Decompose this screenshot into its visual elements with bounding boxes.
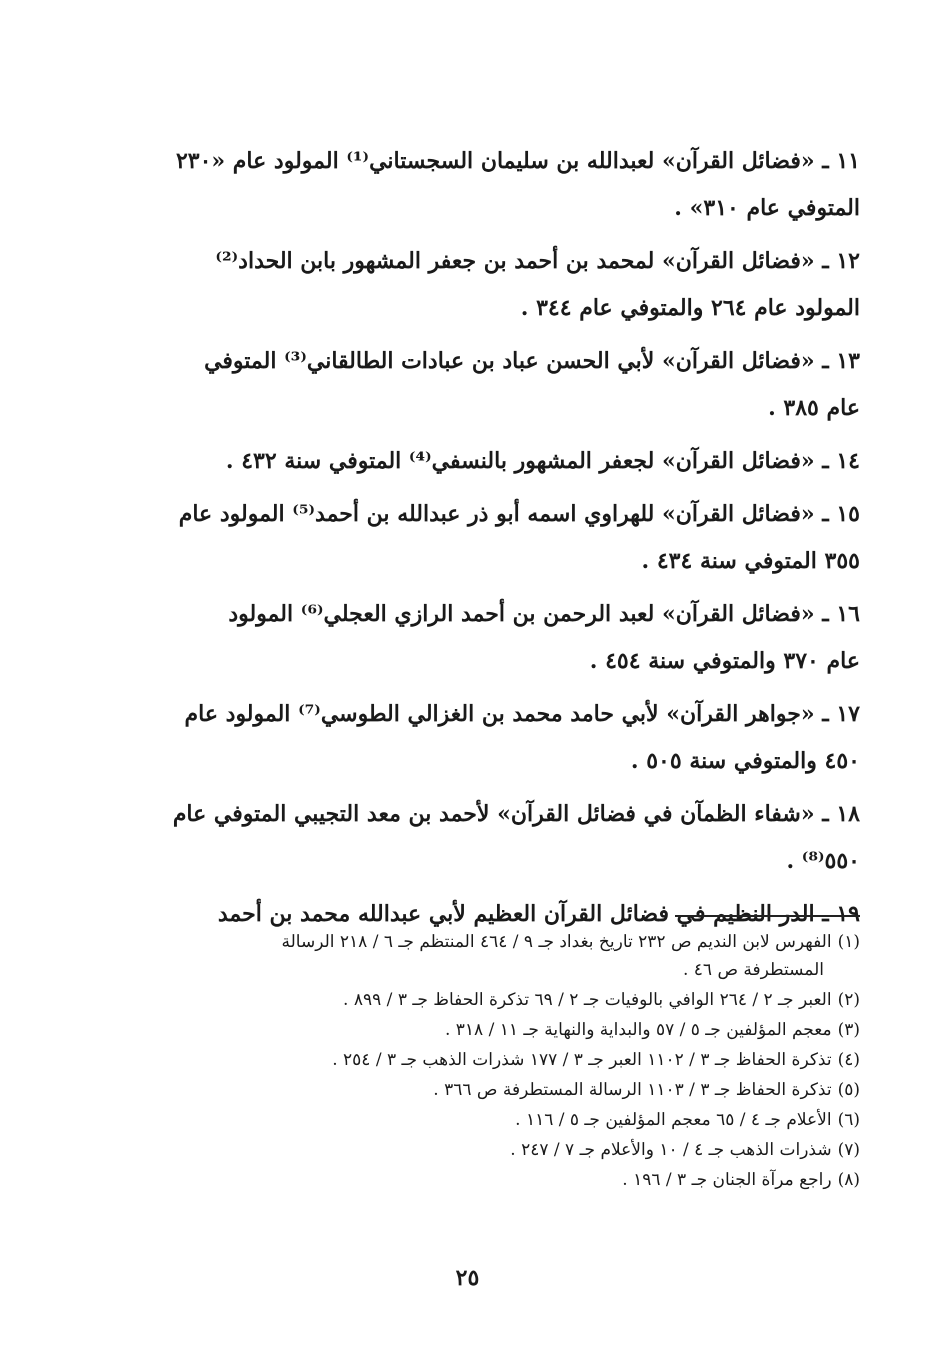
entry-13 <box>110 338 860 432</box>
footnote-number: (٣) <box>837 1020 860 1040</box>
footnote-8 <box>100 1166 860 1194</box>
entry-line: ١٥ ـ «فضائل القرآن» للهراوي اسمه أبو ذر عبدالله بن أحمد⁽⁵⁾ المولود عام <box>178 501 860 527</box>
footnote-number: (١) <box>837 932 860 952</box>
entry-line: ١٨ ـ «شفاء الظمآن في فضائل القرآن» لأحمد بن معد التجيبي المتوفي عام <box>172 801 860 827</box>
main-text <box>110 138 860 944</box>
entry-line: ١٧ ـ «جواهر القرآن» لأبي حامد محمد بن الغزالي الطوسي⁽⁷⁾ المولود عام <box>184 701 860 727</box>
entry-12 <box>110 238 860 332</box>
footnote-number: (٨) <box>837 1170 860 1190</box>
entry-15 <box>110 491 860 585</box>
footnote-1 <box>100 928 860 984</box>
footnote-text: العبر جـ ٢ / ٢٦٤ الوافي بالوفيات جـ ٢ / ٦٩ تذكرة الحفاظ جـ ٣ / ٨٩٩ . <box>343 990 832 1010</box>
entry-line: ١٦ ـ «فضائل القرآن» لعبد الرحمن بن أحمد الرازي العجلي⁽⁶⁾ المولود <box>228 601 860 627</box>
entry-line: عام ٣٧٠ والمتوفي سنة ٤٥٤ . <box>589 648 860 674</box>
entry-line: ١١ ـ «فضائل القرآن» لعبدالله بن سليمان السجستاني⁽¹⁾ المولود عام «٢٣٠ <box>175 148 860 174</box>
footnote-number: (٥) <box>837 1080 860 1100</box>
footnote-2 <box>100 986 860 1014</box>
entry-line: ١٤ ـ «فضائل القرآن» لجعفر المشهور بالنسفي⁽⁴⁾ المتوفي سنة ٤٣٢ . <box>225 448 860 474</box>
entry-14 <box>110 438 860 485</box>
entry-16 <box>110 591 860 685</box>
footnote-5 <box>100 1076 860 1104</box>
entry-line: ١٣ ـ «فضائل القرآن» لأبي الحسن عباد بن عبادات الطالقاني⁽³⁾ المتوفي <box>204 348 860 374</box>
footnote-text: معجم المؤلفين جـ ٥ / ٥٧ والبداية والنهاية جـ ١١ / ٣١٨ . <box>444 1020 832 1040</box>
entry-line: المولود عام ٢٦٤ والمتوفي عام ٣٤٤ . <box>520 295 860 321</box>
footnote-text: راجع مرآة الجنان جـ ٣ / ١٩٦ . <box>622 1170 832 1190</box>
footnote-divider <box>675 915 860 917</box>
footnote-number: (٦) <box>837 1110 860 1130</box>
entry-line: عام ٣٨٥ . <box>768 395 860 421</box>
entry-18 <box>110 791 860 885</box>
footnote-4 <box>100 1046 860 1074</box>
page-number: ٢٥ <box>455 1265 480 1291</box>
footnote-3 <box>100 1016 860 1044</box>
footnote-number: (٧) <box>837 1140 860 1160</box>
footnote-text: تذكرة الحفاظ جـ ٣ / ١١٠٣ الرسالة المستطرفة ص ٣٦٦ . <box>433 1080 832 1100</box>
entry-line: ١٢ ـ «فضائل القرآن» لمحمد بن أحمد بن جعفر المشهور بابن الحداد⁽²⁾ <box>215 248 860 274</box>
footnote-6 <box>100 1106 860 1134</box>
footnote-text: الفهرس لابن النديم ص ٢٣٢ تاريخ بغداد جـ ٩ / ٤٦٤ المنتظم جـ ٦ / ٢١٨ الرسالة <box>281 932 832 952</box>
footnote-text: الأعلام جـ ٤ / ٦٥ معجم المؤلفين جـ ٥ / ١١٦ . <box>515 1110 832 1130</box>
footnote-text: تذكرة الحفاظ جـ ٣ / ١١٠٢ العبر جـ ٣ / ١٧٧ شذرات الذهب جـ ٣ / ٢٥٤ . <box>332 1050 832 1070</box>
footnote-text: شذرات الذهب جـ ٤ / ١٠ والأعلام جـ ٧ / ٢٤٧ . <box>510 1140 832 1160</box>
entry-line: ٥٥٠⁽⁸⁾ . <box>786 848 860 874</box>
entry-line: ٣٥٥ المتوفي سنة ٤٣٤ . <box>641 548 860 574</box>
footnote-number: (٤) <box>837 1050 860 1070</box>
entry-17 <box>110 691 860 785</box>
entry-line: المتوفي عام ٣١٠» . <box>674 195 860 221</box>
entry-line: ٤٥٠ والمتوفي سنة ٥٠٥ . <box>630 748 860 774</box>
entry-11 <box>110 138 860 232</box>
entry-line: ١٩ ـ الدر النظيم في فضائل القرآن العظيم لأبي عبدالله محمد بن أحمد <box>217 901 860 927</box>
footnote-7 <box>100 1136 860 1164</box>
footnote-continuation: المستطرفة ص ٤٦ . <box>682 960 824 980</box>
footnotes <box>100 928 860 1196</box>
footnote-number: (٢) <box>837 990 860 1010</box>
